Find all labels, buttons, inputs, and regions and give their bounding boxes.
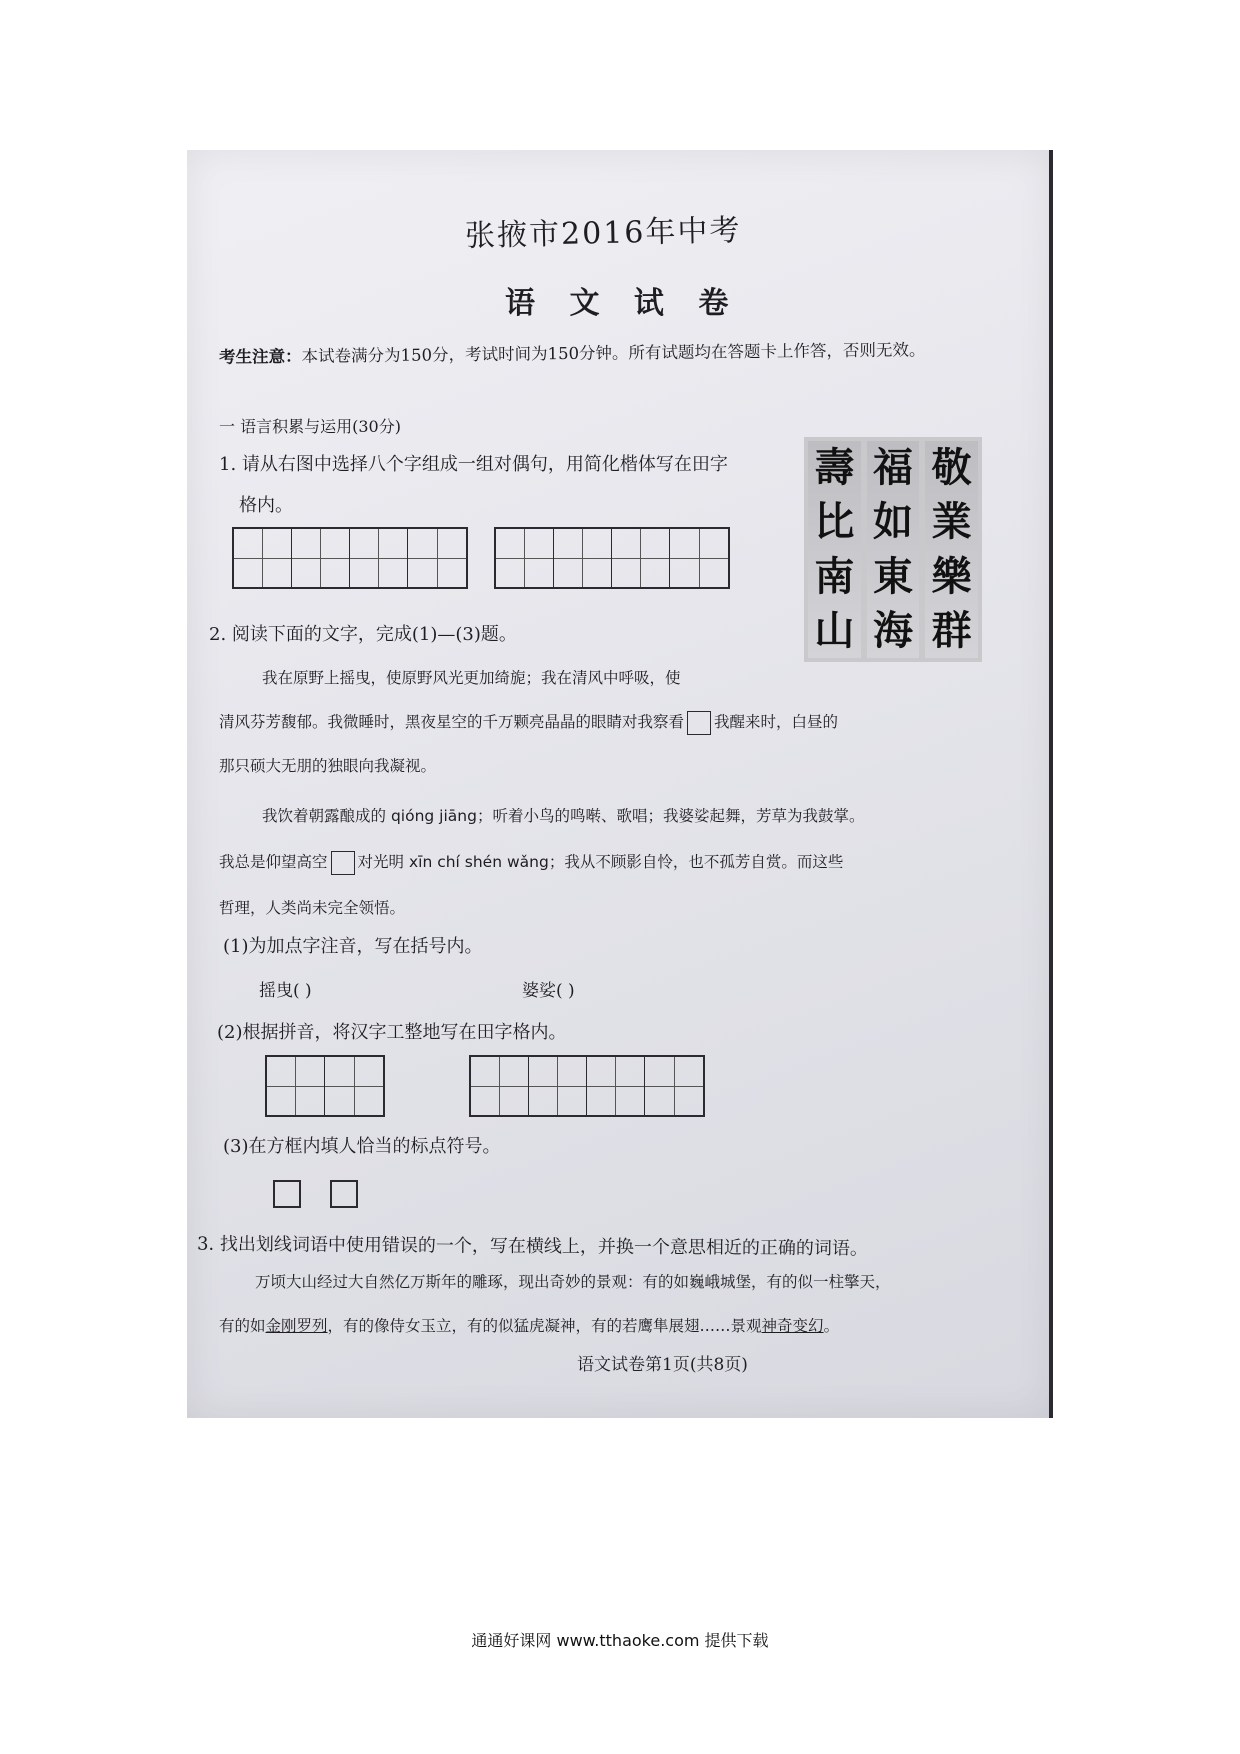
tianzige-cell[interactable]	[529, 1057, 587, 1115]
tianzige-cell[interactable]	[554, 529, 612, 587]
tianzige-cell[interactable]	[471, 1057, 529, 1115]
passage-line: 那只硕大无朋的独眼向我凝视。	[219, 757, 437, 775]
punctuation-box[interactable]	[331, 851, 355, 875]
q3-passage-line	[219, 1314, 839, 1336]
question-1-line1: 1. 请从右图中选择八个字组成一组对偶句，用简化楷体写在田字	[219, 454, 728, 475]
punctuation-answer-box[interactable]	[330, 1180, 358, 1208]
tianzige-grid-q1-right[interactable]	[494, 527, 730, 589]
calligraphy-char: 業	[931, 498, 972, 546]
calligraphy-char: 海	[873, 606, 913, 654]
punctuation-answer-box[interactable]	[273, 1180, 301, 1208]
tianzige-grid-q2-left[interactable]	[265, 1055, 385, 1117]
page-number: 语文试卷第1页(共8页)	[577, 1355, 748, 1375]
passage-line	[219, 710, 838, 735]
tianzige-cell[interactable]	[234, 529, 292, 587]
question-1-line2: 格内。	[239, 495, 293, 516]
tianzige-cell[interactable]	[496, 529, 554, 587]
sub-question-2: (2)根据拼音，将汉字工整地写在田字格内。	[217, 1022, 567, 1043]
notice-label: 考生注意：	[218, 346, 302, 367]
passage-text: 我饮着朝露酿成的	[262, 807, 387, 825]
tianzige-grid-q1-left[interactable]	[232, 527, 468, 589]
calligraphy-char: 樂	[931, 552, 972, 600]
tianzige-cell[interactable]	[325, 1057, 383, 1115]
calligraphy-column	[867, 441, 920, 658]
tianzige-cell[interactable]	[612, 529, 670, 587]
photo-edge	[1049, 150, 1053, 1418]
tianzige-cell[interactable]	[587, 1057, 645, 1115]
tianzige-cell[interactable]	[670, 529, 728, 587]
calligraphy-char: 山	[814, 606, 855, 654]
answer-blank-1[interactable]: 摇曳( )	[259, 981, 312, 1001]
tianzige-cell[interactable]	[645, 1057, 703, 1115]
passage-line: 哲理，人类尚未完全领悟。	[219, 899, 406, 917]
punctuation-box[interactable]	[687, 711, 711, 735]
calligraphy-char: 東	[873, 552, 913, 600]
underlined-word: 金刚罗列	[265, 1317, 328, 1335]
calligraphy-char: 如	[873, 498, 913, 546]
exam-title: 张掖市2016年中考	[464, 213, 742, 254]
tianzige-cell[interactable]	[267, 1057, 325, 1115]
sub-question-3: (3)在方框内填人恰当的标点符号。	[223, 1136, 501, 1157]
download-footer: 通通好课网 www.tthaoke.com 提供下载	[471, 1631, 769, 1650]
calligraphy-char: 福	[873, 444, 913, 492]
calligraphy-char: 壽	[814, 444, 855, 492]
answer-blank-2[interactable]: 婆娑( )	[522, 981, 575, 1001]
passage-text: 清风芬芳馥郁。我微睡时，黑夜星空的千万颗亮晶晶的眼睛对我察看	[219, 713, 685, 731]
pinyin-text: xīn chí shén wǎng	[408, 853, 549, 871]
question-2: 2. 阅读下面的文字，完成(1)—(3)题。	[209, 624, 517, 645]
passage-text: ；听着小鸟的鸣啭、歌唱；我婆娑起舞，芳草为我鼓掌。	[476, 807, 865, 825]
exam-subtitle: 语 文 试 卷	[505, 286, 741, 321]
calligraphy-char: 比	[814, 498, 855, 546]
calligraphy-column	[925, 441, 978, 658]
passage-line: 我在原野上摇曳，使原野风光更加绮旎；我在清风中呼吸，使	[262, 669, 681, 687]
calligraphy-image	[804, 437, 982, 662]
tianzige-grid-q2-right[interactable]	[469, 1055, 705, 1117]
calligraphy-char: 群	[931, 606, 972, 654]
tianzige-cell[interactable]	[408, 529, 466, 587]
passage-text: 有的如	[219, 1317, 266, 1335]
sub-question-1: (1)为加点字注音，写在括号内。	[223, 936, 483, 957]
exam-photo	[187, 150, 1053, 1418]
notice-text: 本试卷满分为150分，考试时间为150分钟。所有试题均在答题卡上作答，否则无效。	[301, 340, 926, 366]
exam-notice	[219, 336, 926, 367]
pinyin-text: qióng jiāng	[390, 807, 477, 825]
q3-passage-line: 万顷大山经过大自然亿万斯年的雕琢，现出奇妙的景观：有的如巍峨城堡，有的似一柱擎天，	[255, 1273, 891, 1291]
question-3: 3. 找出划线词语中使用错误的一个，写在横线上，并换一个意思相近的正确的词语。	[196, 1233, 868, 1260]
section-heading: 一 语言积累与运用(30分)	[219, 417, 401, 436]
passage-text: 我总是仰望高空	[219, 853, 328, 871]
passage-text: 对光明	[357, 853, 405, 871]
passage-text: 我醒来时，白昼的	[714, 713, 839, 731]
underlined-word: 神奇变幻	[761, 1317, 824, 1335]
tianzige-cell[interactable]	[350, 529, 408, 587]
passage-line	[219, 850, 843, 875]
calligraphy-column	[808, 441, 861, 658]
calligraphy-char: 南	[814, 552, 855, 600]
tianzige-cell[interactable]	[292, 529, 350, 587]
calligraphy-char: 敬	[931, 444, 972, 492]
passage-text: 。	[823, 1317, 840, 1335]
passage-line	[262, 804, 864, 826]
passage-text: ，有的像侍女玉立，有的似猛虎凝神，有的若鹰隼展翅……景观	[327, 1317, 762, 1335]
passage-text: ；我从不顾影自怜，也不孤芳自赏。而这些	[548, 853, 844, 871]
